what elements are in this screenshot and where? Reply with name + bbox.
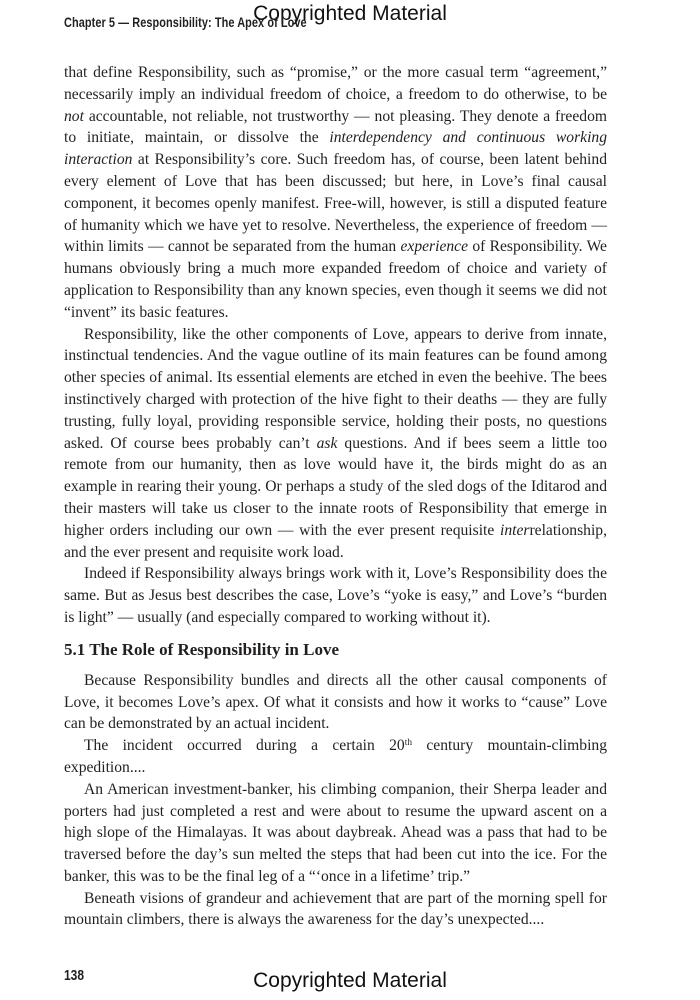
paragraph-1-text-a: that define Responsibility, such as “promise,” or the more casual term “agreement,” necessarily imply an individual freedom of choice, a freedom to do otherwise, to be xyxy=(64,64,607,103)
paragraph-3: Indeed if Responsibility always brings work with it, Love’s Responsibility does the same. But as Jesus best describes the case, Love’s “yoke is easy,” and Love’s “burden is light” — usually (and especially compared to working without it). xyxy=(64,565,607,626)
paragraph-1-text-c: at Responsibility’s core. Such freedom has, of course, been latent behind every element of Love that has been discussed; but here, in Love’s final causal component, it becomes openly manifest. Free-will, however, is still a disputed feature of humanity which we have yet to resolve. Nevertheless, the experience of freedom — within limits — cannot be separated from the human xyxy=(64,151,607,256)
page-number: 138 xyxy=(64,967,85,984)
ordinal-superscript: th xyxy=(404,737,413,748)
paragraph-2-text-c: relationship, and the ever present and requisite work load. xyxy=(64,521,607,561)
copyright-watermark-top: Copyrighted Material xyxy=(253,2,447,25)
paragraph-1-text-b: accountable, not reliable, not trustworthy — not pleasing. They denote a freedom to initiate, maintain, or dissolve the xyxy=(64,107,607,147)
paragraph-5-text-b: century mountain-climbing expedition.... xyxy=(64,737,607,776)
paragraph-1-emphasis-not: not xyxy=(64,107,84,125)
section-heading: 5.1 The Role of Responsibility in Love xyxy=(64,639,340,659)
paragraph-2-emphasis-inter: inter xyxy=(500,521,530,539)
paragraph-5-text-a: The incident occurred during a certain 20 xyxy=(84,737,405,755)
paragraph-2-text-b: questions. And if bees seem a little too remote from our humanity, then as love would have it, the birds might do as an example in rearing their young. Or perhaps a study of the sled dogs of the Iditarod and their masters will take us closer to the innate roots of Responsibility that emerge in higher orders including our own — with the ever present requisite xyxy=(64,434,607,539)
paragraph-2-emphasis-ask: ask xyxy=(316,434,338,452)
paragraph-2-text-a: Responsibility, like the other components of Love, appears to derive from innate, instinctual tendencies. And the vague outline of its main features can be found among other species of animal. Its essential elements are etched in even the beehive. The bees instinctively charged with protection of the hive fight to their deaths — they are fully trusting, fully loyal, providing responsible service, holding their posts, no questions asked. Of course bees probably can’t xyxy=(64,325,607,452)
paragraph-4: Because Responsibility bundles and directs all the other causal components of Love, it becomes Love’s apex. Of what it consists and how it works to “cause” Love can be demonstrated by an actual incident. xyxy=(64,671,607,733)
running-head: Chapter 5 — Responsibility: The Apex of Love xyxy=(64,14,307,30)
paragraph-1-emphasis-experience: experience xyxy=(400,238,469,256)
paragraph-2 xyxy=(64,324,607,564)
paragraph-5 xyxy=(64,735,607,779)
body-text xyxy=(64,62,607,931)
paragraph-1 xyxy=(64,62,607,324)
paragraph-6: An American investment-banker, his climbing companion, their Sherpa leader and porters had just completed a rest and were about to resume the upward ascent on a high slope of the Himalayas. It was about daybreak. Ahead was a pass that had to be traversed before the day’s sun melted the steps that had been cut into the ice. For the banker, this was to be the final leg of a “‘once in a lifetime’ trip.” xyxy=(64,780,607,885)
paragraph-1-emphasis-interdependency: interdependency and continuous working interaction xyxy=(64,129,607,169)
paragraph-7: Beneath visions of grandeur and achievement that are part of the morning spell for mountain climbers, there is always the awareness for the day’s unexpected.... xyxy=(64,889,607,929)
copyright-watermark-bottom: Copyrighted Material xyxy=(253,969,447,992)
paragraph-1-text-d: of Responsibility. We humans obviously bring a much more expanded freedom of choice and variety of application to Responsibility than any known species, even though it seems we did not “invent” its basic features. xyxy=(64,238,607,321)
